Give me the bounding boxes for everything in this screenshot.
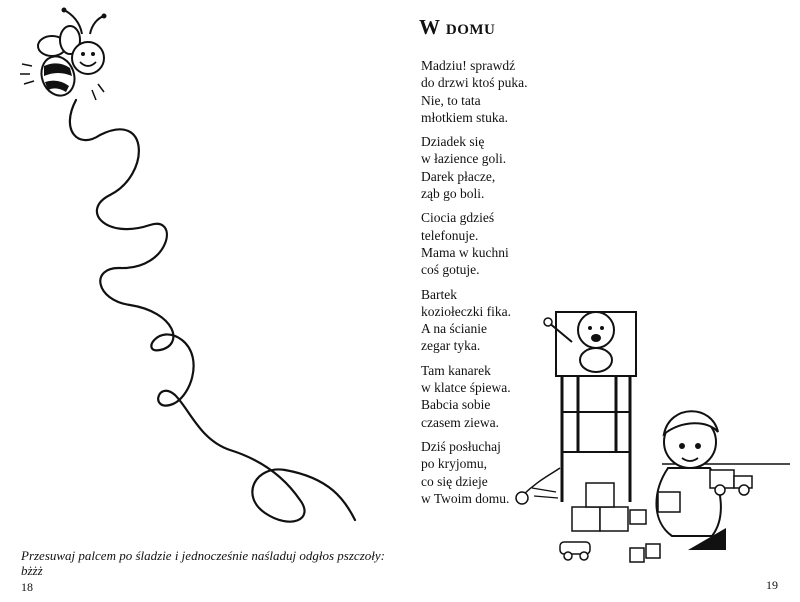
poem-line: co się dzieje: [421, 473, 488, 489]
poem-line: koziołeczki fika.: [421, 303, 511, 319]
page-number-left: 18: [21, 580, 33, 594]
poem-line: do drzwi ktoś puka.: [421, 75, 528, 91]
poem-line: Dziś posłuchaj: [421, 438, 501, 454]
page-number-right: 19: [766, 578, 778, 592]
poem-line: w klatce śpiewa.: [421, 380, 511, 396]
poem-line: po kryjomu,: [421, 456, 487, 472]
instruction-line: Przesuwaj palcem po śladzie i jednocześnie naśladuj odgłos pszczoły:: [21, 548, 385, 563]
stanza: [421, 133, 571, 202]
poem-line: A na ścianie: [421, 321, 487, 337]
bee-sound: bżżż: [21, 563, 43, 578]
children-playing-illustration: [512, 292, 790, 574]
stanza: [421, 57, 571, 126]
poem-title: W domu: [419, 15, 496, 39]
poem-line: zegar tyka.: [421, 338, 481, 354]
poem-line: Dziadek się: [421, 134, 485, 150]
poem-line: coś gotuje.: [421, 262, 480, 278]
poem-line: młotkiem stuka.: [421, 109, 508, 125]
bee-icon: [12, 4, 108, 114]
poem-line: czasem ziewa.: [421, 414, 499, 430]
poem-line: Mama w kuchni: [421, 244, 509, 260]
poem-line: telefonuje.: [421, 227, 479, 243]
stanza: [421, 209, 571, 278]
instruction-text: [21, 548, 391, 578]
poem-line: Ciocia gdzieś: [421, 210, 495, 226]
poem-line: Nie, to tata: [421, 92, 481, 108]
poem-line: Darek płacze,: [421, 168, 496, 184]
poem-line: Madziu! sprawdź: [421, 58, 516, 73]
poem-line: Tam kanarek: [421, 362, 491, 378]
poem-line: w Twoim domu.: [421, 490, 510, 506]
poem-line: w łazience goli.: [421, 151, 507, 167]
poem-line: ząb go boli.: [421, 186, 485, 202]
poem-line: Babcia sobie: [421, 397, 491, 413]
poem-line: Bartek: [421, 286, 457, 302]
